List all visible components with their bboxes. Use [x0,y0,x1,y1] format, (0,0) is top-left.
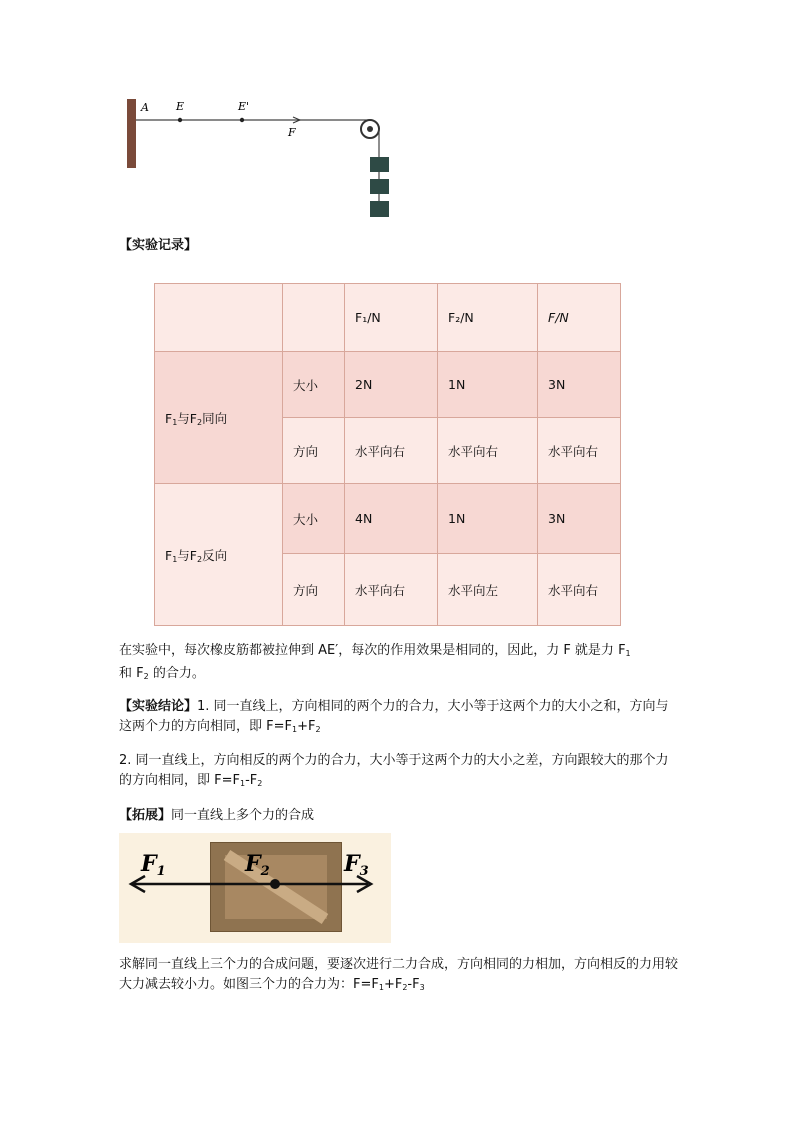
cell-f2: 1N [438,352,538,418]
cell-f: 3N [538,484,621,554]
group-label-same-direction: $F_1$与$F_2$同向 [155,352,283,484]
row-label: 大小 [283,352,345,418]
extension-heading: 【拓展】同一直线上多个力的合成 [119,808,315,823]
three-forces-figure [119,833,391,943]
cell-f1: 水平向右 [345,554,438,626]
cell-f: 水平向右 [538,418,621,484]
cell-f: 水平向右 [538,554,621,626]
point-a-label: A [141,101,149,114]
header-f2: F₂/N [438,284,538,352]
experiment-record-table [154,283,621,626]
point-e [178,118,182,122]
header-blank-2 [283,284,345,352]
header-f: F/N [538,284,621,352]
record-heading: 【实验记录】 [119,238,198,253]
weight-1 [370,157,389,172]
cell-f1: 水平向右 [345,418,438,484]
pulley-inner [367,126,373,132]
group-label-opposite-direction: $F_1$与$F_2$反向 [155,484,283,626]
cell-f2: 水平向左 [438,554,538,626]
force-f-label: F [288,126,296,139]
force-f1-label: F1 [141,851,166,879]
header-f1: F₁/N [345,284,438,352]
force-f3-label: F3 [344,851,369,879]
point-e-prime [240,118,244,122]
cell-f1: 2N [345,352,438,418]
wall-post [127,99,136,168]
row-label: 大小 [283,484,345,554]
cell-f2: 水平向右 [438,418,538,484]
apparatus-figure [118,92,398,227]
weight-3 [370,201,389,217]
conclusion-item-2: 2. 同一直线上，方向相反的两个力的合力，大小等于这两个力的大小之差，方向跟较大的那个力的方向相同，即 $F=F_1-F_2$ [119,753,669,788]
table-row [155,352,621,418]
table-row [155,484,621,554]
conclusion-label: 【实验结论】 [119,699,198,714]
point-e-label: E [176,100,185,113]
row-label: 方向 [283,554,345,626]
force-f2-label: F2 [245,851,270,879]
explanation-paragraph: 在实验中，每次橡皮筋都被拉伸到 AE′，每次的作用效果是相同的，因此，力 F 就是力 $F_1$ 和 $F_2$ 的合力。 [119,643,631,681]
cell-f: 3N [538,352,621,418]
cell-f2: 1N [438,484,538,554]
point-e-prime-label: E' [238,100,250,113]
extension-label: 【拓展】 [119,808,172,823]
cell-f1: 4N [345,484,438,554]
crate-left-plank [211,843,225,931]
conclusion-paragraph: 【实验结论】1. 同一直线上，方向相同的两个力的合力，大小等于这两个力的大小之和，方向与这两个力的方向相同，即 $F=F_1+F_2$ [119,699,669,734]
final-paragraph: 求解同一直线上三个力的合成问题，要逐次进行二力合成，方向相同的力相加，方向相反的力用较大力减去较小力。如图三个力的合力为：$F=F_1+F_2-F_3$ [119,957,679,992]
row-label: 方向 [283,418,345,484]
header-blank-1 [155,284,283,352]
application-point [270,879,280,889]
crate-right-plank [327,843,341,931]
weight-2 [370,179,389,194]
